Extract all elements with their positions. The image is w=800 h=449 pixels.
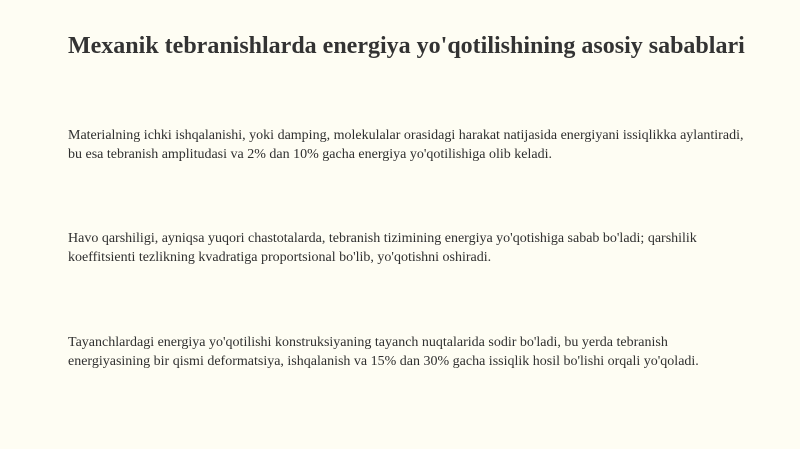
paragraph-support-losses: Tayanchlardagi energiya yo'qotilishi konstruksiyaning tayanch nuqtalarida sodir bo'ladi, bu yerda tebranish energiyasining bir qismi deformatsiya, ishqalanish va 15% dan 30% gacha issiqlik hosil bo'lishi orqali yo'qoladi. [68,335,699,369]
paragraph-air-resistance: Havo qarshiligi, ayniqsa yuqori chastotalarda, tebranish tizimining energiya yo'qotishiga sabab bo'ladi; qarshilik koeffitsienti tezlikning kvadratiga proportsional bo'lib, yo'qotishni oshiradi. [68,231,697,265]
paragraph-internal-friction: Materialning ichki ishqalanishi, yoki damping, molekulalar orasidagi harakat natijasida energiyani issiqlikka aylantiradi, bu esa tebranish amplitudasi va 2% dan 10% gacha energiya yo'qotilishiga olib keladi. [68,128,744,162]
slide-title: Mexanik tebranishlarda energiya yo'qotilishining asosiy sabablari [68,33,745,59]
